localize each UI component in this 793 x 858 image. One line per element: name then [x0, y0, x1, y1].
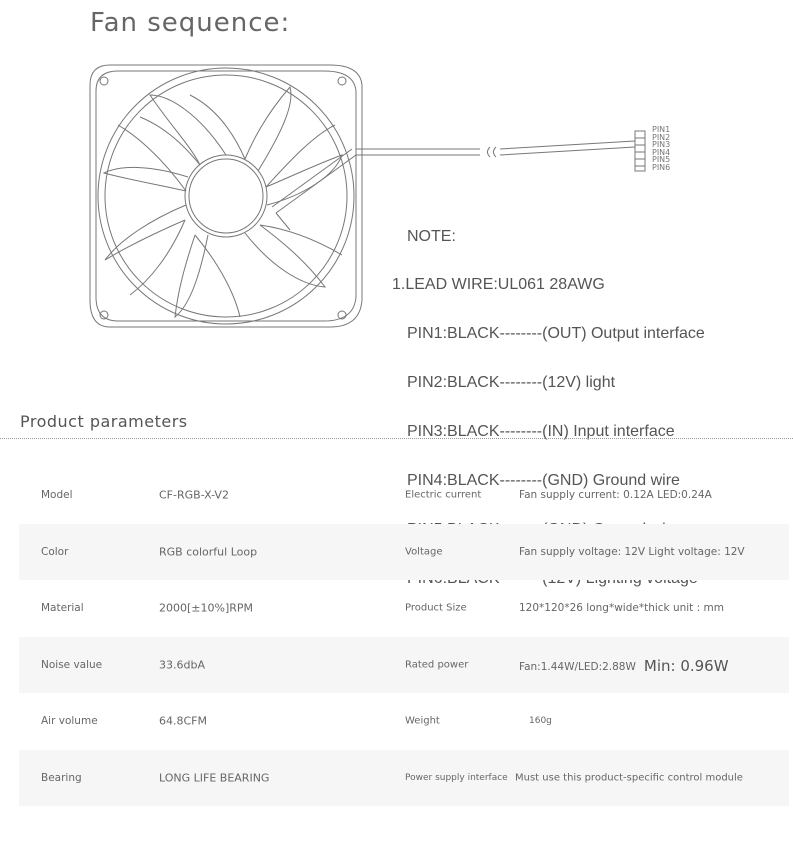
pin-label: PIN1 [652, 125, 671, 134]
param-label: Voltage [405, 546, 443, 558]
param-value: 2000[±10%]RPM [159, 601, 254, 615]
mount-hole [338, 77, 346, 85]
note-pin-line: PIN3:BLACK--------(IN) Input interface [407, 423, 675, 441]
param-value: Fan supply voltage: 12V Light voltage: 12V [519, 545, 745, 558]
param-value: RGB colorful Loop [159, 545, 258, 559]
page-title: Fan sequence: [90, 8, 291, 38]
pin-label: PIN4 [652, 147, 671, 157]
param-value: 160g [529, 716, 552, 727]
param-value: 33.6dbA [159, 658, 205, 672]
param-value-group [519, 656, 729, 674]
param-value: Fan supply current: 0.12A LED:0.24A [519, 489, 712, 502]
note-heading: NOTE: [407, 227, 456, 245]
table-row [19, 467, 789, 524]
param-label: Air volume [41, 715, 98, 728]
table-row [19, 750, 789, 807]
fan-blades [104, 87, 342, 317]
table-row [19, 524, 789, 581]
fan-hub [185, 155, 267, 237]
pin-label: PIN6 [652, 162, 671, 172]
section-title: Product parameters [20, 412, 188, 431]
note-lead-wire: 1.LEAD WIRE:UL061 28AWG [392, 276, 605, 294]
param-label: Material [41, 602, 84, 615]
param-label: Rated power [405, 659, 469, 671]
section-divider [0, 438, 793, 439]
param-value: Fan:1.44W/LED:2.88W [519, 660, 636, 673]
param-label: Power supply interface [405, 772, 508, 783]
param-value: 64.8CFM [159, 714, 207, 728]
param-label: Color [41, 545, 69, 558]
table-row [19, 637, 789, 694]
pin-label: PIN2 [652, 132, 671, 142]
param-value: CF-RGB-X-V2 [159, 488, 229, 502]
param-label: Noise value [41, 658, 103, 671]
fan-frame [90, 65, 362, 327]
param-value: LONG LIFE BEARING [159, 771, 270, 785]
note-pin-line: PIN4:BLACK--------(GND) Ground wire [407, 472, 680, 490]
table-row [19, 693, 789, 750]
param-value: 120*120*26 long*wide*thick unit : mm [519, 602, 724, 615]
pin-label: PIN3 [652, 140, 671, 149]
param-label: Bearing [41, 771, 82, 784]
pin-labels [652, 126, 670, 171]
note-pin-line: PIN2:BLACK--------(12V) light [407, 374, 616, 392]
param-value-emphasis: Min: 0.96W [643, 656, 729, 675]
param-value: Must use this product-specific control module [515, 772, 743, 784]
param-label: Model [41, 489, 73, 502]
param-label: Electric current [405, 489, 482, 501]
param-label: Weight [405, 715, 440, 727]
pin-label: PIN5 [652, 155, 671, 164]
table-row [19, 580, 789, 637]
connector [635, 131, 645, 171]
note-pin-line: PIN1:BLACK--------(OUT) Output interface [407, 325, 705, 343]
mount-hole [100, 77, 108, 85]
param-label: Product Size [405, 602, 467, 614]
parameters-table [19, 467, 789, 806]
